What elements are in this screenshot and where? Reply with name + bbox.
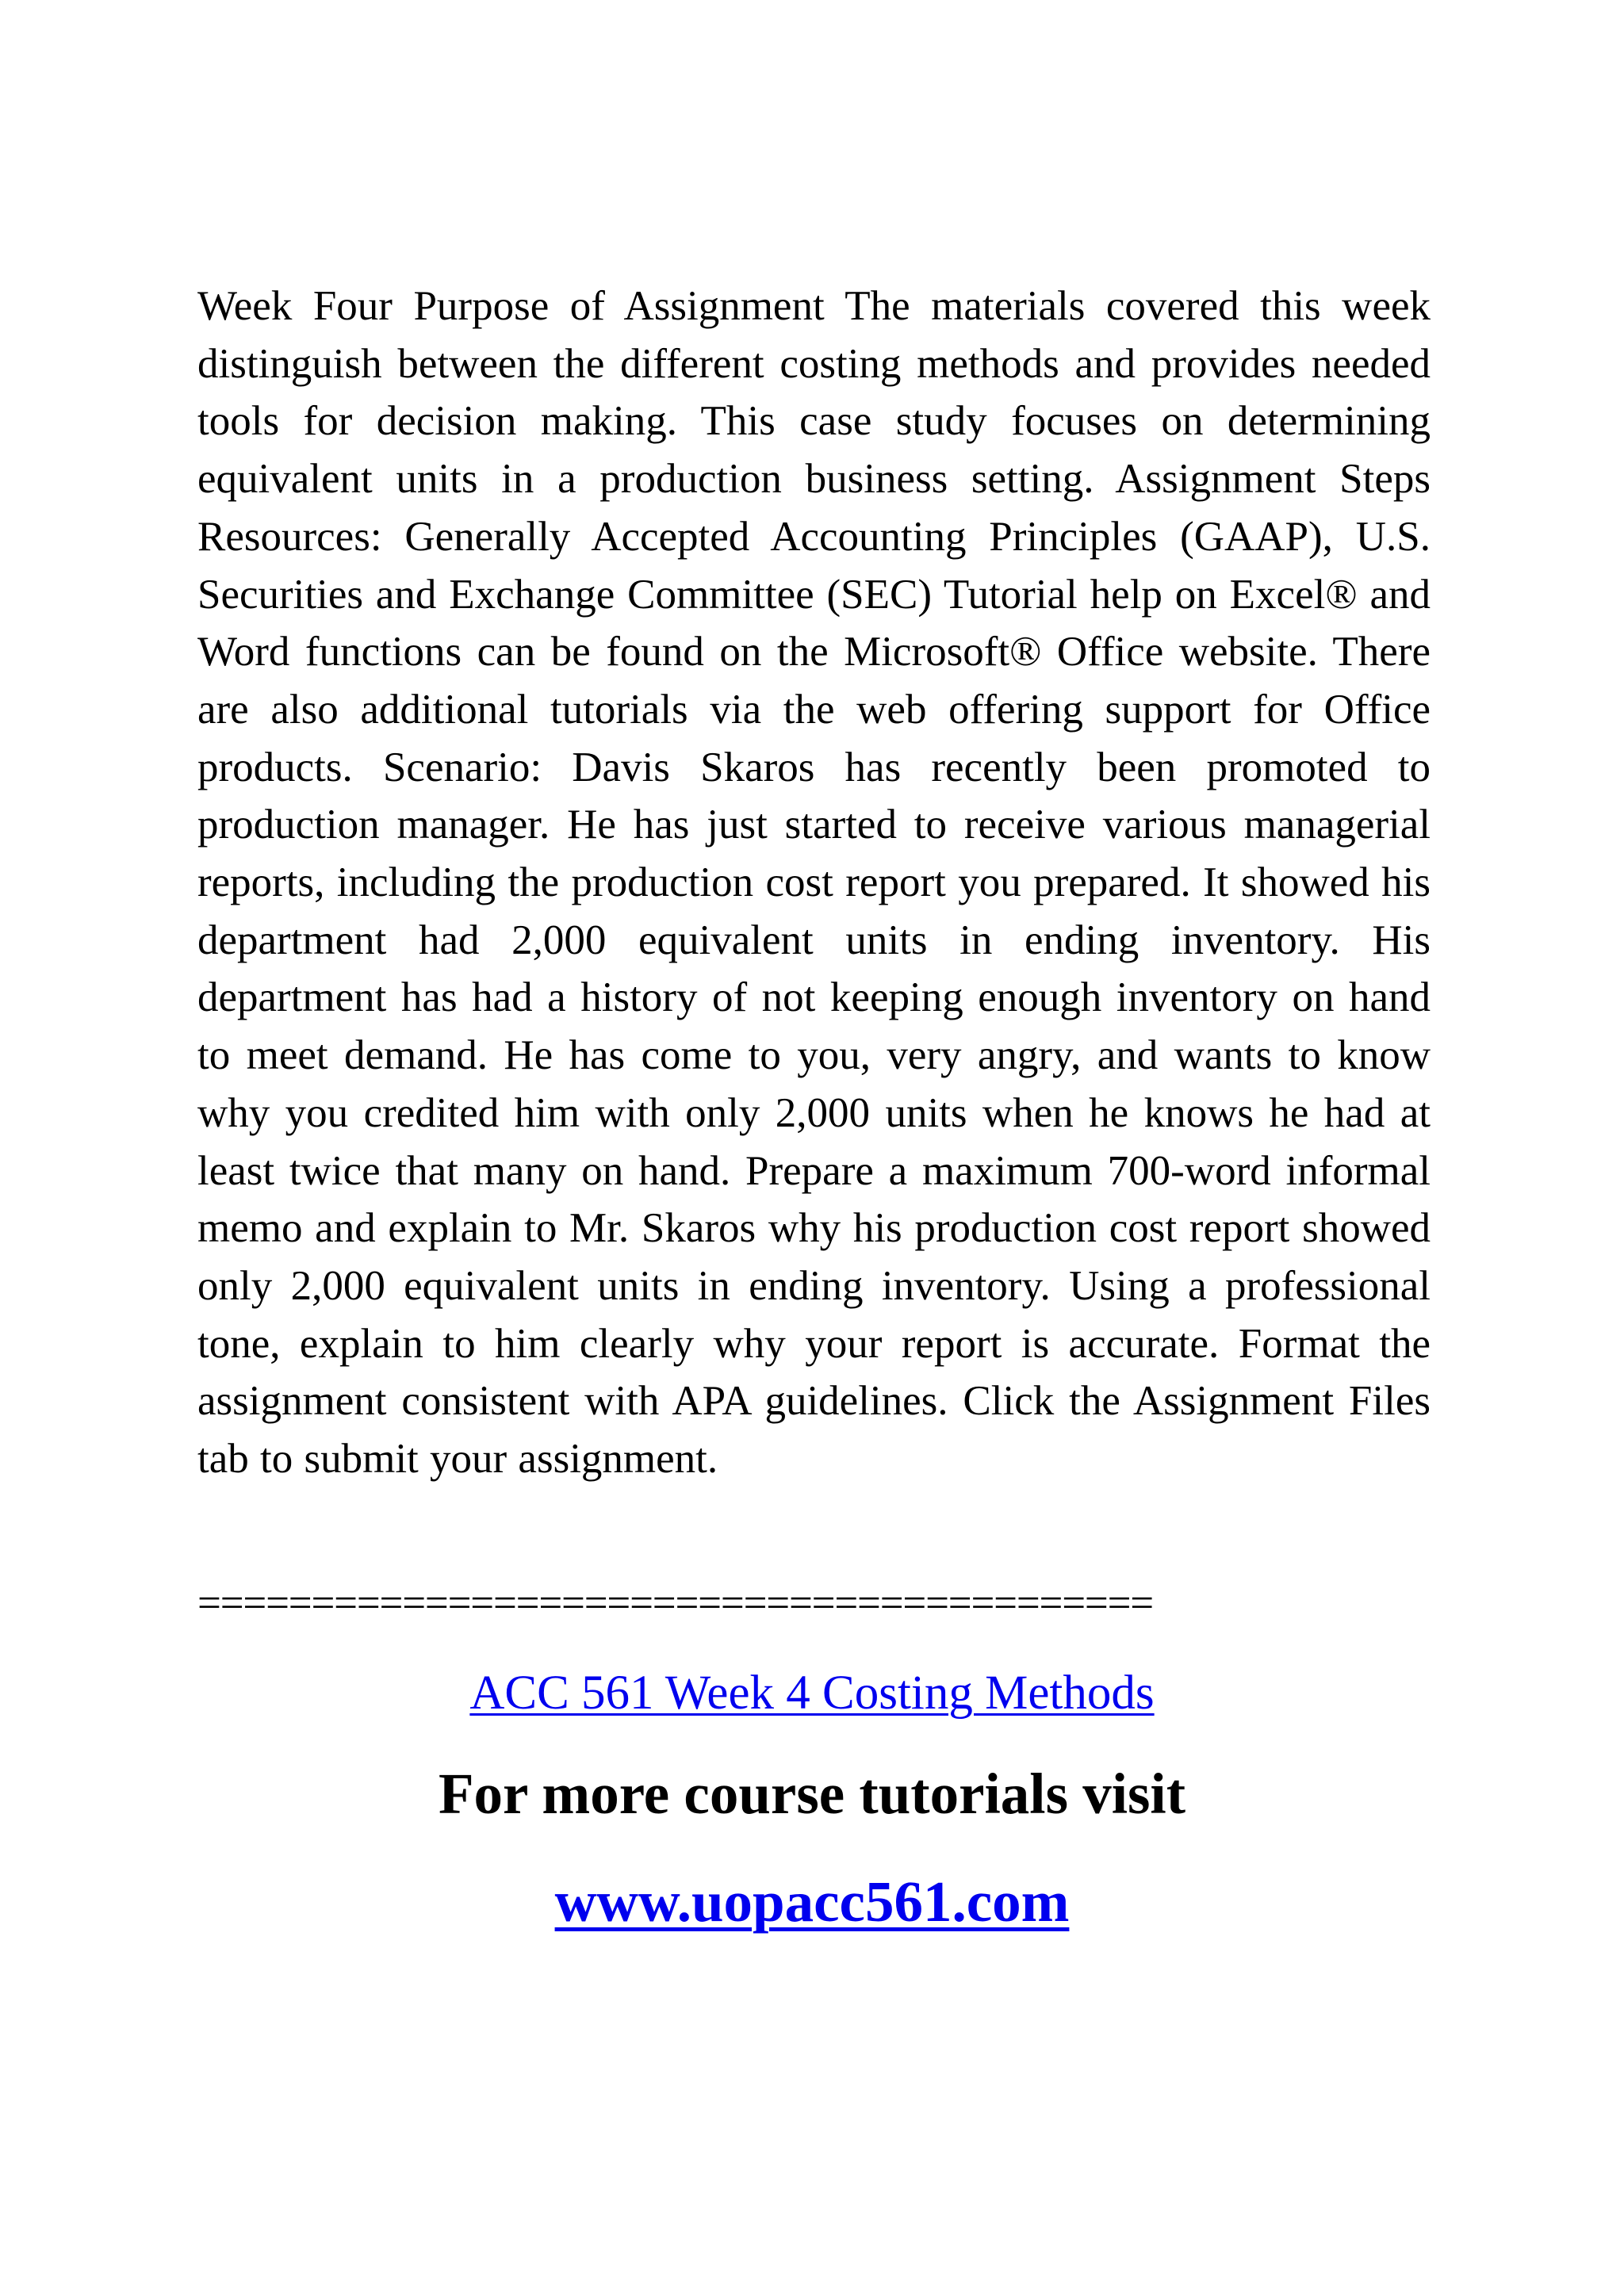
course-link-container <box>0 1662 1624 1725</box>
course-title-link[interactable]: ACC 561 Week 4 Costing Methods <box>469 1667 1155 1720</box>
assignment-description: Week Four Purpose of Assignment The materials covered this week distinguish between the different costing methods and provides needed tools for decision making. This case study focuses on determining equivalent units in a production business setting. Assignment Steps Resources: Generally Accepted Accounting Principles (GAAP), U.S. Securities and Exchange Committee (SEC) Tutorial help on Excel® and Word functions can be found on the Microsoft® Office website. There are also additional tutorials via the web offering support for Office products. Scenario: Davis Skaros has recently been promoted to production manager. He has just started to receive various managerial reports, including the production cost report you prepared. It showed his department had 2,000 equivalent units in ending inventory. His department has had a history of not keeping enough inventory on hand to meet demand. He has come to you, very angry, and wants to know why you credited him with only 2,000 units when he knows he had at least twice that many on hand. Prepare a maximum 700-word informal memo and explain to Mr. Skaros why his production cost report showed only 2,000 equivalent units in ending inventory. Using a professional tone, explain to him clearly why your report is accurate. Format the assignment consistent with APA guidelines. Click the Assignment Files tab to submit your assignment. <box>197 283 1431 1483</box>
site-link-container <box>0 1866 1624 1938</box>
promo-heading: For more course tutorials visit <box>438 1762 1186 1826</box>
website-link[interactable]: www.uopacc561.com <box>554 1869 1070 1934</box>
section-divider: ========================================== <box>197 1580 1153 1626</box>
